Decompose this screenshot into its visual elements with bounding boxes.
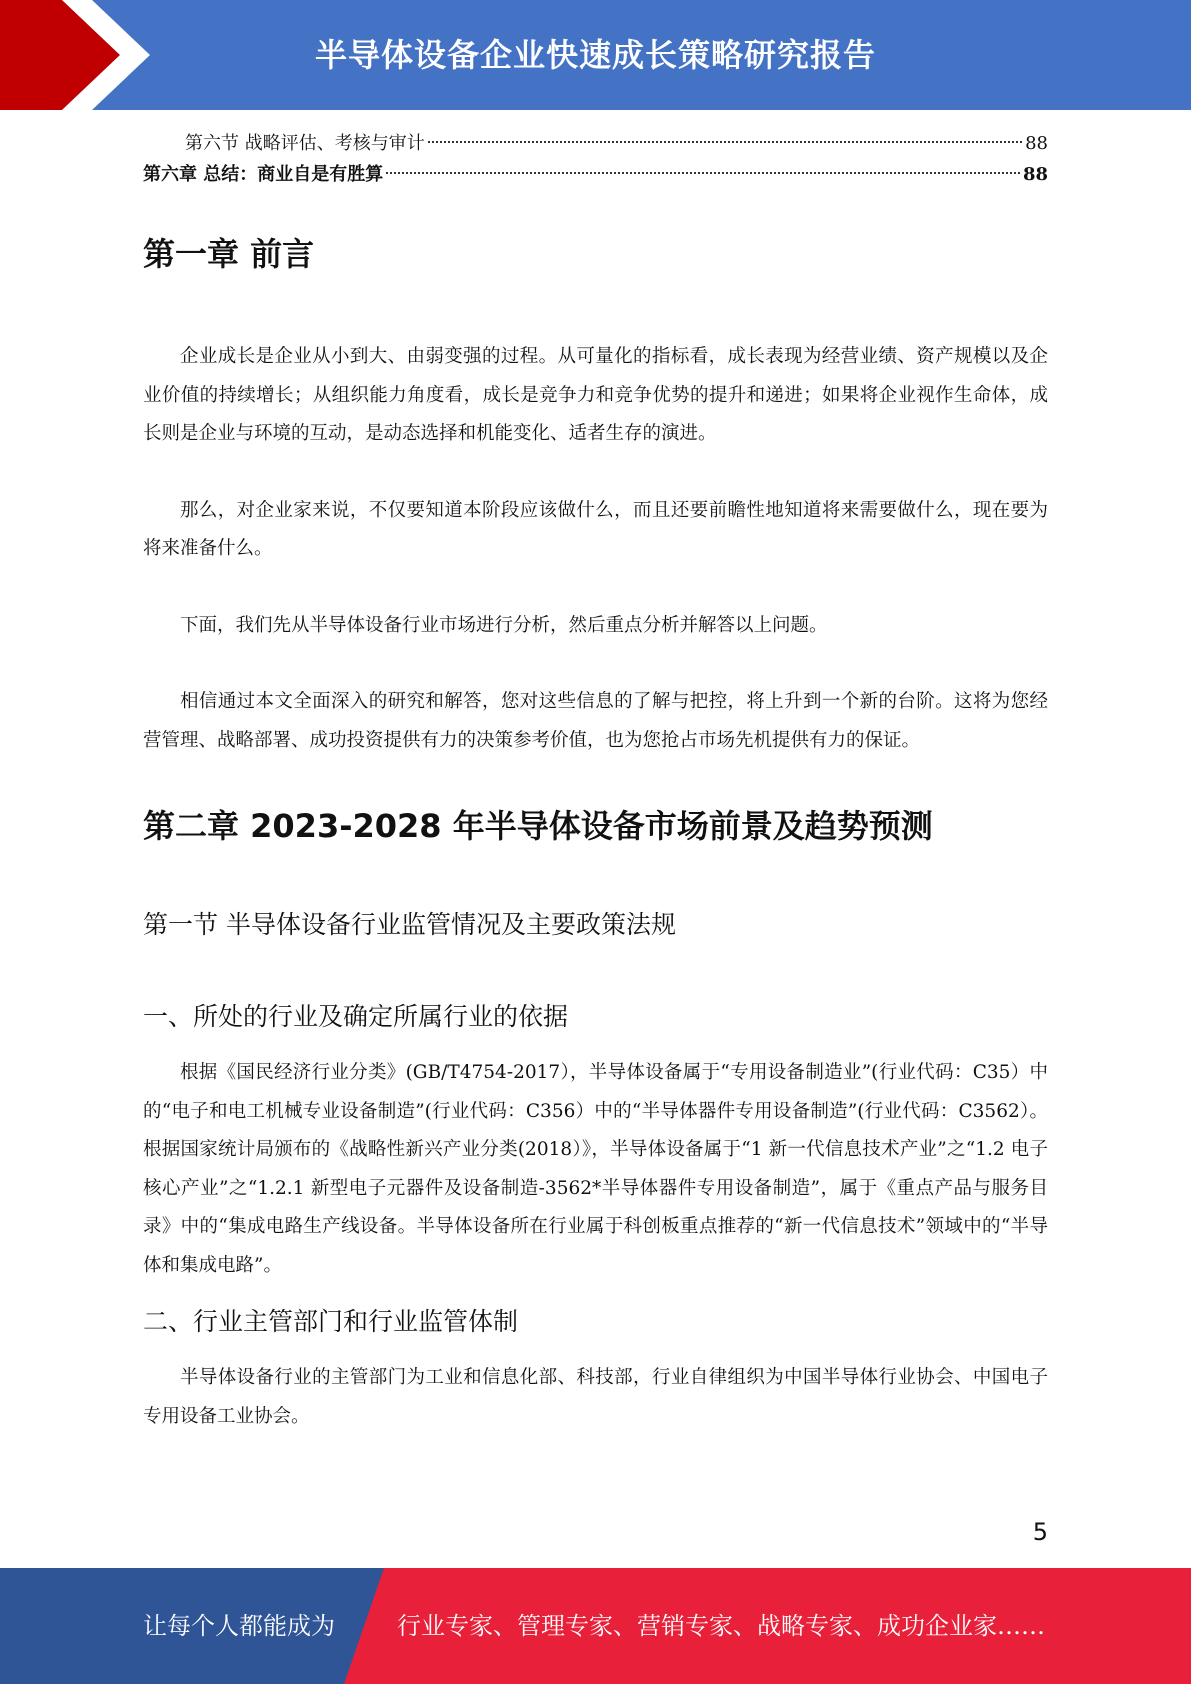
subsection-title: 二、行业主管部门和行业监管体制: [143, 1307, 519, 1336]
toc-leader-dots: [386, 172, 1020, 174]
toc-entry-page: 88: [1025, 133, 1048, 154]
chapter-2-title: 第二章 2023-2028 年半导体设备市场前景及趋势预测: [143, 807, 933, 845]
page-header: [0, 0, 1191, 110]
report-title: 半导体设备企业快速成长策略研究报告: [314, 36, 876, 74]
toc-leader-dots: [428, 141, 1022, 143]
paragraph: 根据《国民经济行业分类》(GB/T4754-2017），半导体设备属于“专用设备制造业”(行业代码：C35）中的“电子和电工机械专业设备制造”(行业代码：C356）中的“半导体器件专用设备制造”(行业代码：C3562）。根据国家统计局颁布的《战略性新兴产业分类(2018）》，半导体设备属于“1 新一代信息技术产业”之“1.2 电子核心产业”之“1.2.1 新型电子元器件及设备制造-3562*半导体器件专用设备制造”，属于《重点产品与服务目录》中的“集成电路生产线设备。半导体设备所在行业属于科创板重点推荐的“新一代信息技术”领域中的“半导体和集成电路”。: [143, 1062, 1048, 1276]
paragraph: 相信通过本文全面深入的研究和解答，您对这些信息的了解与把控，将上升到一个新的台阶。这将为您经营管理、战略部署、成功投资提供有力的决策参考价值，也为您抢占市场先机提供有力的保证。: [143, 691, 1048, 751]
subsection-title: 一、所处的行业及确定所属行业的依据: [143, 1002, 569, 1031]
paragraph: 那么，对企业家来说，不仅要知道本阶段应该做什么，而且还要前瞻性地知道将来需要做什么，现在要为将来准备什么。: [143, 499, 1048, 559]
footer-slogan-left: 让每个人都能成为: [143, 1612, 335, 1640]
page-footer: [0, 1568, 1191, 1684]
toc-entry[interactable]: [143, 159, 1048, 190]
table-of-contents: [143, 128, 1048, 190]
toc-entry-title: 第六节 战略评估、考核与审计: [185, 133, 425, 154]
toc-entry-title: 第六章 总结：商业自是有胜算: [143, 164, 384, 185]
paragraph: 半导体设备行业的主管部门为工业和信息化部、科技部，行业自律组织为中国半导体行业协会、中国电子专用设备工业协会。: [143, 1367, 1048, 1427]
footer-slogan-right: 行业专家、管理专家、营销专家、战略专家、成功企业家……: [397, 1612, 1045, 1640]
paragraph: 企业成长是企业从小到大、由弱变强的过程。从可量化的指标看，成长表现为经营业绩、资产规模以及企业价值的持续增长；从组织能力角度看，成长是竞争力和竞争优势的提升和递进；如果将企业视作生命体，成长则是企业与环境的互动，是动态选择和机能变化、适者生存的演进。: [143, 346, 1048, 444]
page-number: 5: [1032, 1518, 1048, 1546]
toc-entry[interactable]: [143, 128, 1048, 159]
section-title: 第一节 半导体设备行业监管情况及主要政策法规: [143, 910, 676, 939]
toc-entry-page: 88: [1022, 164, 1048, 185]
page-content: [143, 128, 1048, 1436]
chapter-1-title: 第一章 前言: [143, 235, 315, 273]
paragraph: 下面，我们先从半导体设备行业市场进行分析，然后重点分析并解答以上问题。: [180, 614, 828, 636]
